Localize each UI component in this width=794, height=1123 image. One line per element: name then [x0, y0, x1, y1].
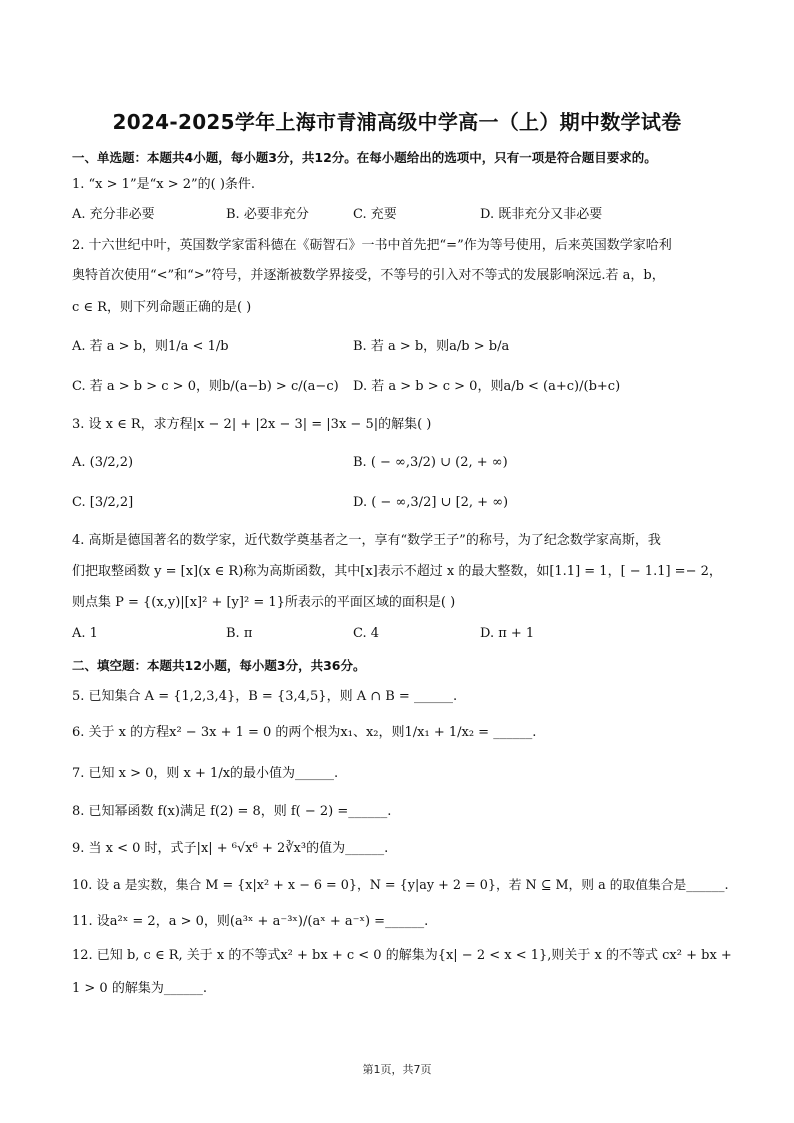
question-9: 9. 当 x < 0 时，式子|x| + ⁶√x⁶ + 2∛x³的值为______. — [72, 841, 389, 856]
question-2-option-c: C. 若 a > b > c > 0，则b/(a−b) > c/(a−c) — [72, 379, 339, 394]
question-12-line-1: 12. 已知 b, c ∈ R, 关于 x 的不等式x² + bx + c < 0 的解集为{x| − 2 < x < 1},则关于 x 的不等式 cx² + bx + — [72, 948, 732, 963]
question-2-option-a: A. 若 a > b，则1/a < 1/b — [72, 339, 229, 354]
question-7: 7. 已知 x > 0，则 x + 1/x的最小值为______. — [72, 766, 339, 781]
section-single-choice: 一、单选题：本题共4小题，每小题3分，共12分。在每小题给出的选项中，只有一项是符合题目要求的。 — [72, 150, 657, 165]
page-footer: 第1页，共7页 — [362, 1063, 432, 1076]
question-6: 6. 关于 x 的方程x² − 3x + 1 = 0 的两个根为x₁、x₂，则1/x₁ + 1/x₂ = ______. — [72, 725, 537, 740]
question-10: 10. 设 a 是实数，集合 M = {x|x² + x − 6 = 0}，N = {y|ay + 2 = 0}，若 N ⊆ M，则 a 的取值集合是______. — [72, 878, 729, 893]
question-2-option-b: B. 若 a > b，则a/b > b/a — [353, 339, 510, 354]
question-4-line-2: 们把取整函数 y = [x](x ∈ R)称为高斯函数，其中[x]表示不超过 x 的最大整数，如[1.1] = 1，[ − 1.1] =− 2， — [72, 564, 722, 579]
exam-title: 2024-2025学年上海市青浦高级中学高一（上）期中数学试卷 — [112, 110, 682, 134]
question-1-option-b: B. 必要非充分 — [226, 207, 309, 222]
question-4-option-d: D. π + 1 — [480, 626, 535, 641]
question-2-line-3: c ∈ R，则下列命题正确的是( ) — [72, 300, 252, 315]
question-5: 5. 已知集合 A = {1,2,3,4}，B = {3,4,5}，则 A ∩ B = ______. — [72, 689, 458, 704]
question-2-option-d: D. 若 a > b > c > 0，则a/b < (a+c)/(b+c) — [353, 379, 621, 394]
question-1-option-d: D. 既非充分又非必要 — [480, 207, 603, 222]
question-1-option-c: C. 充要 — [353, 207, 397, 222]
question-4-option-b: B. π — [226, 626, 253, 641]
question-4-line-1: 4. 高斯是德国著名的数学家，近代数学奠基者之一，享有“数学王子”的称号，为了纪念数学家高斯，我 — [72, 533, 661, 548]
question-8: 8. 已知幂函数 f(x)满足 f(2) = 8，则 f( − 2) =______. — [72, 804, 392, 819]
question-4-option-a: A. 1 — [72, 626, 98, 641]
question-2-line-1: 2. 十六世纪中叶，英国数学家雷科德在《砺智石》一书中首先把“=”作为等号使用，后来英国数学家哈利 — [72, 238, 672, 253]
question-2-line-2: 奥特首次使用“<”和“>”符号，并逐渐被数学界接受，不等号的引入对不等式的发展影响深远.若 a，b， — [72, 268, 665, 283]
question-11: 11. 设a²ˣ = 2，a > 0，则(a³ˣ + a⁻³ˣ)/(aˣ + a⁻ˣ) =______. — [72, 914, 429, 929]
question-3-option-b: B. ( − ∞,3/2) ∪ (2, + ∞) — [353, 455, 508, 470]
question-1-option-a: A. 充分非必要 — [72, 207, 155, 222]
question-3-option-a: A. (3/2,2) — [72, 455, 134, 470]
question-12-line-2: 1 > 0 的解集为______. — [72, 981, 207, 996]
question-4-line-3: 则点集 P = {(x,y)|[x]² + [y]² = 1}所表示的平面区域的面积是( ) — [72, 595, 456, 610]
question-3-stem: 3. 设 x ∈ R，求方程|x − 2| + |2x − 3| = |3x − 5|的解集( ) — [72, 417, 432, 432]
question-3-option-c: C. [3/2,2] — [72, 495, 134, 510]
question-3-option-d: D. ( − ∞,3/2] ∪ [2, + ∞) — [353, 495, 509, 510]
section-fill-blank: 二、填空题：本题共12小题，每小题3分，共36分。 — [72, 658, 366, 673]
question-1-stem: 1. “x > 1”是“x > 2”的( )条件. — [72, 177, 256, 192]
question-4-option-c: C. 4 — [353, 626, 380, 641]
